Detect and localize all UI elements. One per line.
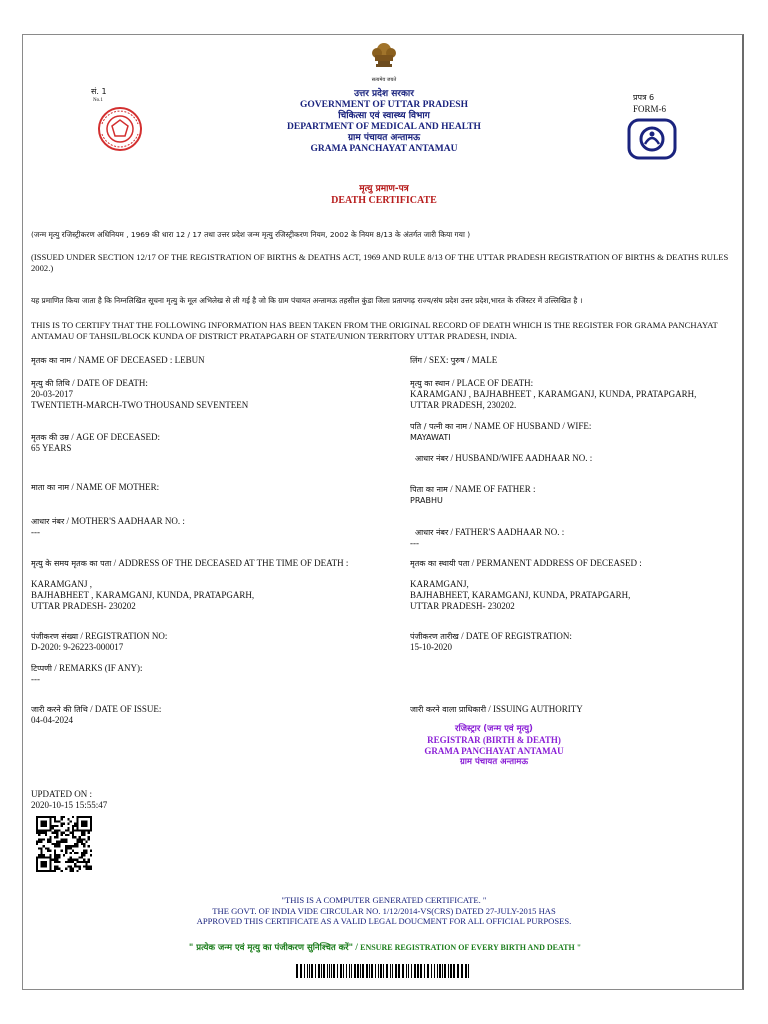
health-dept-logo-icon [627, 118, 677, 160]
father-aadhaar-value: --- [410, 538, 419, 548]
remarks-value: --- [31, 674, 40, 684]
slogan-en: ENSURE REGISTRATION OF EVERY BIRTH AND DEATH " [360, 943, 582, 952]
deceased-name-label: / NAME OF DECEASED : [71, 355, 175, 365]
address-at-death-line1: KARAMGANJ , [31, 579, 93, 589]
slogan-separator: / [353, 942, 361, 952]
sex-label: / SEX: [422, 355, 451, 365]
deceased-name-label-hi: मृतक का नाम [31, 356, 72, 365]
registration-date-label-hi: पंजीकरण तारीख [410, 632, 459, 641]
permanent-address-label-hi: मृतक का स्थायी पता [410, 559, 470, 568]
form-number-en: FORM-6 [633, 104, 667, 114]
father-aadhaar-label: / FATHER'S AADHAAR NO. : [448, 527, 565, 537]
serial-number-hi: सं. 1 [91, 87, 107, 96]
issued-under-en: (ISSUED UNDER SECTION 12/17 OF THE REGISTRATION OF BIRTHS & DEATHS ACT, 1969 AND RULE 8/13 OF THE UTTAR PRADESH REGISTRATION OF BIRTHS & DEATHS RULES 2002.) [31, 252, 729, 273]
issued-under-hi: (जन्म मृत्यु रजिस्ट्रीकरण अधिनियम , 1969 की धारा 12 / 17 तथा उत्तर प्रदेश जन्म मृत्यु रजिस्ट्रीकरण नियम, 2002 के नियम 8/13 के अंतर्गत जारी किया गया ) [31, 230, 471, 239]
permanent-address-line3: UTTAR PRADESH- 230202 [410, 601, 515, 611]
father-name-label: / NAME OF FATHER : [447, 484, 536, 494]
father-name-value: PRABHU [410, 496, 443, 505]
mother-name-label-hi: माता का नाम [31, 483, 70, 492]
deceased-name-value: LEBUN [174, 355, 205, 365]
registration-no-label: / REGISTRATION NO: [78, 631, 168, 641]
age-label: / AGE OF DECEASED: [68, 432, 160, 442]
place-of-death-label-hi: मृत्यु का स्थान [410, 379, 450, 388]
permanent-address-line2: BAJHABHEET, KARAMGANJ, KUNDA, PRATAPGARH, [410, 590, 631, 600]
footer-valid-document: APPROVED THIS CERTIFICATE AS A VALID LEGAL DOUCMENT FOR ALL OFFICIAL PURPOSES. [196, 916, 572, 926]
place-of-death-line1: KARAMGANJ , BAJHABHEET , KARAMGANJ, KUNDA, PRATAPGARH, [410, 389, 697, 399]
place-of-death-line2: UTTAR PRADESH, 230202. [410, 400, 517, 410]
dept-name-hi: चिकित्सा एवं स्वास्थ्य विभाग [338, 111, 430, 121]
date-of-issue-label: / DATE OF ISSUE: [87, 704, 162, 714]
spouse-name-label-hi: पति / पत्नी का नाम [410, 422, 468, 431]
registrar-title-hi: रजिस्ट्रार (जन्म एवं मृत्यु) [455, 724, 533, 734]
remarks-label: / REMARKS (IF ANY): [51, 663, 143, 673]
address-at-death-line2: BAJHABHEET , KARAMGANJ, KUNDA, PRATAPGARH, [31, 590, 255, 600]
date-of-issue-value: 04-04-2024 [31, 715, 73, 725]
footer-circular: THE GOVT. OF INDIA VIDE CIRCULAR NO. 1/12/2014-VS(CRS) DATED 27-JULY-2015 HAS [212, 905, 556, 916]
date-of-death-words: TWENTIETH-MARCH-TWO THOUSAND SEVENTEEN [31, 400, 249, 410]
mother-aadhaar-label-hi: आधार नंबर [31, 517, 65, 526]
registrar-panchayat-hi: ग्राम पंचायत अन्तामऊ [459, 757, 529, 767]
address-at-death-label-hi: मृत्यु के समय मृतक का पता [31, 559, 112, 568]
place-of-death-label: / PLACE OF DEATH: [449, 378, 534, 388]
spouse-aadhaar-label: / HUSBAND/WIFE AADHAAR NO. : [448, 453, 593, 463]
father-aadhaar-label-hi: आधार नंबर [415, 528, 449, 537]
sex-value-hi: पुरुष [450, 356, 465, 365]
updated-on-label: UPDATED ON : [31, 789, 93, 799]
date-of-death-label-hi: मृत्यु की तिथि [31, 379, 70, 388]
up-govt-seal-icon [92, 106, 148, 152]
certificate-border [22, 34, 744, 990]
permanent-address-line1: KARAMGANJ, [410, 579, 469, 589]
age-label-hi: मृतक की उम्र [31, 433, 69, 442]
sex-label-hi: लिंग [410, 356, 422, 365]
sex-value: / MALE [464, 355, 498, 365]
mother-aadhaar-label: / MOTHER'S AADHAAR NO. : [64, 516, 185, 526]
remarks-label-hi: टिप्पणी [31, 664, 52, 673]
age-value: 65 YEARS [31, 443, 72, 453]
title-hi: मृत्यु प्रमाण-पत्र [359, 184, 409, 194]
spouse-name-label: / NAME OF HUSBAND / WIFE: [467, 421, 592, 431]
certify-text-hi: यह प्रमाणित किया जाता है कि निम्नलिखित सूचना मृत्यु के मूल अभिलेख से ली गई है जो कि ग्राम पंचायत अन्तामऊ तहसील कुंडा जिला प्रतापगढ़ राज्य/संघ प्रदेश उत्तर प्रदेश,भारत के रजिस्टर में उल्लिखित है । [31, 296, 583, 305]
slogan-hi: " प्रत्येक जन्म एवं मृत्यु का पंजीकरण सुनिश्चित करें" [188, 943, 354, 953]
barcode-icon [296, 964, 472, 978]
date-of-death-value: 20-03-2017 [31, 389, 73, 399]
qr-code-icon [36, 816, 92, 872]
registration-date-label: / DATE OF REGISTRATION: [458, 631, 572, 641]
serial-number-en: No.1 [93, 98, 103, 103]
date-of-issue-label-hi: जारी करने की तिथि [31, 705, 88, 714]
issuing-authority-label-hi: जारी करने वाला प्राधिकारी [410, 705, 487, 714]
spouse-name-value: MAYAWATI [410, 433, 451, 442]
father-name-label-hi: पिता का नाम [410, 485, 448, 494]
registration-no-label-hi: पंजीकरण संख्या [31, 632, 79, 641]
registration-date-value: 15-10-2020 [410, 642, 452, 652]
footer-computer-generated: "THIS IS A COMPUTER GENERATED CERTIFICATE. " [281, 895, 487, 905]
date-of-death-label: / DATE OF DEATH: [69, 378, 148, 388]
national-emblem-icon [364, 40, 404, 83]
mother-name-label: / NAME OF MOTHER: [69, 482, 160, 492]
footer-slogan [40, 937, 730, 955]
registrar-title-en: REGISTRAR (BIRTH & DEATH) [427, 735, 561, 745]
spouse-aadhaar-label-hi: आधार नंबर [415, 454, 449, 463]
permanent-address-label: / PERMANENT ADDRESS OF DECEASED : [469, 558, 642, 568]
govt-name-hi: उत्तर प्रदेश सरकार [354, 89, 414, 99]
address-at-death-label: / ADDRESS OF THE DECEASED AT THE TIME OF DEATH : [111, 558, 349, 568]
form-number-hi: प्रपत्र 6 [633, 93, 655, 102]
panchayat-name-en: GRAMA PANCHAYAT ANTAMAU [310, 144, 458, 154]
mother-aadhaar-value: --- [31, 527, 40, 537]
updated-on-value: 2020-10-15 15:55:47 [31, 800, 108, 810]
emblem-caption: सत्यमेव जयते [371, 77, 397, 83]
dept-name-en: DEPARTMENT OF MEDICAL AND HEALTH [287, 122, 481, 132]
deceased-name-row [31, 355, 391, 366]
panchayat-name-hi: ग्राम पंचायत अन्तामऊ [347, 133, 421, 143]
issuing-authority-label: / ISSUING AUTHORITY [486, 704, 583, 714]
registration-no-value: D-2020: 9-26223-000017 [31, 642, 124, 652]
certify-text-en: THIS IS TO CERTIFY THAT THE FOLLOWING INFORMATION HAS BEEN TAKEN FROM THE ORIGINAL RECORD OF DEATH WHICH IS THE REGISTER FOR GRAMA PANCHAYAT ANTAMAU OF TAHSIL/BLOCK KUNDA OF DISTRICT PRATAPGARH OF STATE/UNION TERRITORY UTTAR PRADESH, INDIA. [31, 320, 718, 341]
govt-name-en: GOVERNMENT OF UTTAR PRADESH [300, 100, 468, 110]
address-at-death-line3: UTTAR PRADESH- 230202 [31, 601, 136, 611]
title-en: DEATH CERTIFICATE [331, 195, 437, 206]
registrar-panchayat-en: GRAMA PANCHAYAT ANTAMAU [424, 746, 564, 756]
